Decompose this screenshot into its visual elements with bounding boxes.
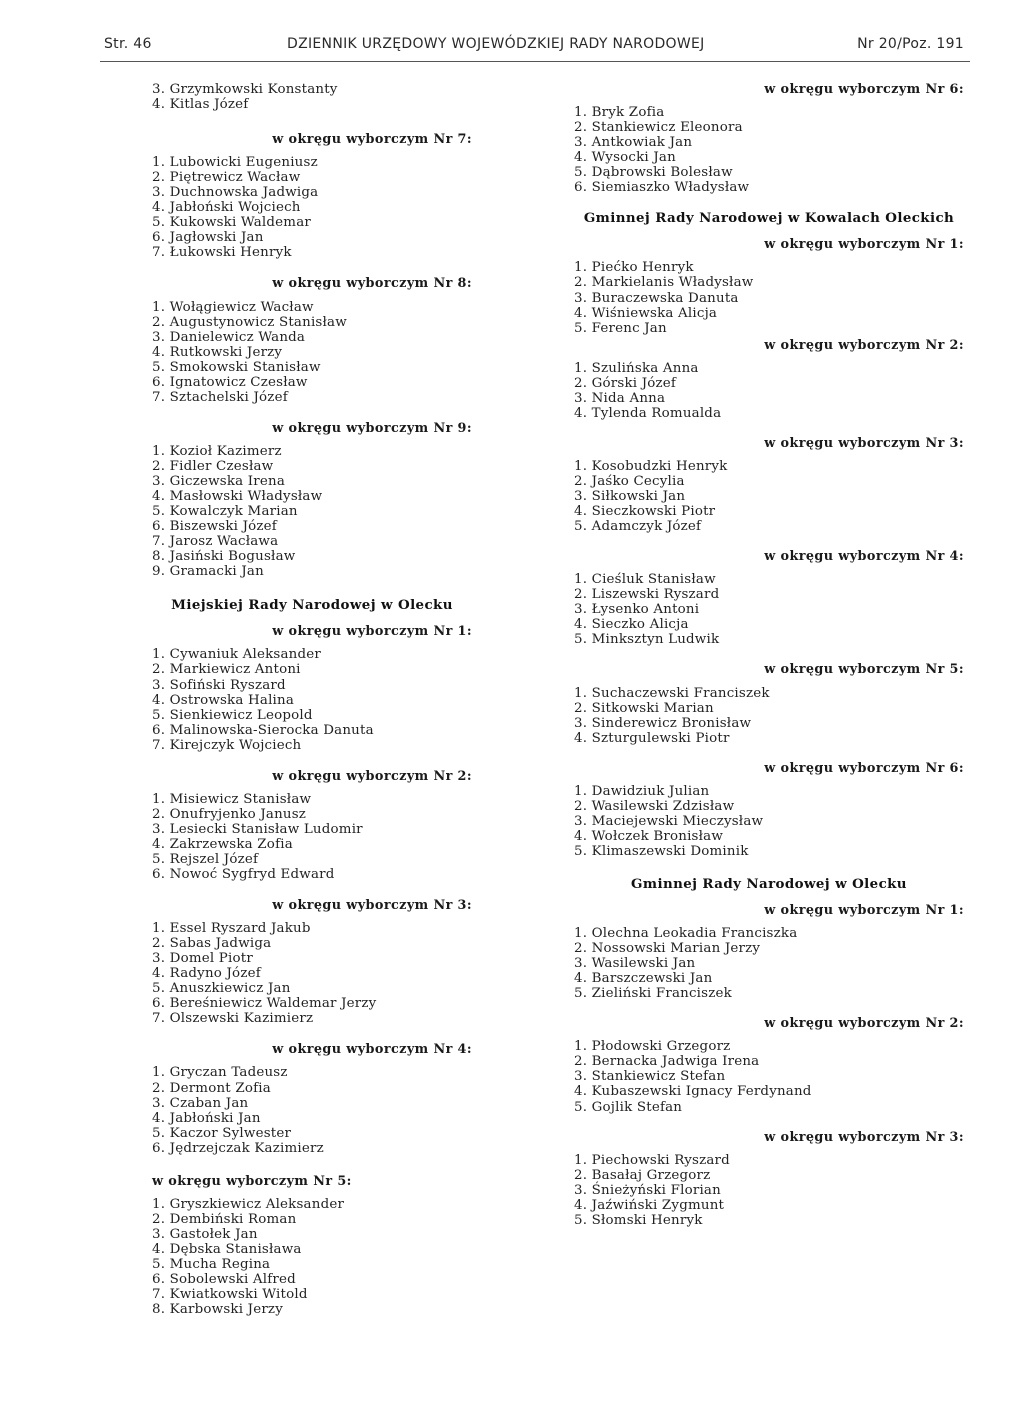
candidate-item: 4. Dębska Stanisława [152,1241,302,1257]
candidate-item: 5. Klimaszewski Dominik [574,843,749,859]
candidate-item: 1. Suchaczewski Franciszek [574,685,770,701]
right-column [574,82,964,1228]
candidate-item: 5. Dąbrowski Bolesław [574,165,733,181]
candidate-item: 7. Sztachelski Józef [152,389,288,405]
candidate-item: 5. Gojlik Stefan [574,1099,683,1115]
candidate-item: 3. Łysenko Antoni [574,602,700,618]
candidate-item: 1. Misiewicz Stanisław [152,791,312,807]
candidate-item: 6. Siemiaszko Władysław [574,180,750,196]
candidate-item: 3. Danielewicz Wanda [152,329,306,345]
candidate-item: 1. Cywaniuk Aleksander [152,647,321,663]
candidate-item: 3. Stankiewicz Stefan [574,1069,726,1085]
candidate-item: 5. Ferenc Jan [574,320,667,336]
candidate-item: 4. Tylenda Romualda [574,405,722,421]
candidate-item: 5. Sienkiewicz Leopold [152,707,313,723]
candidate-item: 4. Zakrzewska Zofia [152,836,293,852]
candidate-item: 4. Jaźwiński Zygmunt [574,1197,725,1213]
candidate-item: 3. Czaban Jan [152,1095,249,1111]
candidate-item: 3. Siłkowski Jan [574,489,686,505]
candidate-item: 6. Biszewski Józef [152,519,277,535]
district-heading: w okręgu wyborczym Nr 9: [272,420,472,436]
candidate-item: 3. Domel Piotr [152,951,253,967]
candidate-item: 6. Jagłowski Jan [152,230,264,246]
candidate-item: 3. Nida Anna [574,390,666,406]
candidate-item: 1. Bryk Zofia [574,105,665,121]
candidate-item: 5. Słomski Henryk [574,1212,703,1228]
district-heading: w okręgu wyborczym Nr 7: [272,132,472,148]
candidate-item: 5. Mucha Regina [152,1257,271,1272]
candidate-item: 1. Szulińska Anna [574,360,699,376]
candidate-item: 3. Lesiecki Stanisław Ludomir [152,821,363,837]
candidate-item: 3. Śnieżyński Florian [574,1182,721,1198]
candidate-item: 2. Bernacka Jadwiga Irena [574,1054,760,1070]
candidate-item: 1. Dawidziuk Julian [574,783,710,799]
district-heading: w okręgu wyborczym Nr 2: [764,1016,964,1032]
district-heading: w okręgu wyborczym Nr 4: [272,1042,472,1058]
journal-title: DZIENNIK URZĘDOWY WOJEWÓDZKIEJ RADY NARODOWEJ [287,36,705,52]
candidate-item: 2. Dembiński Roman [152,1211,297,1227]
candidate-item: 3. Wasilewski Jan [574,956,696,972]
candidate-item: 5. Smokowski Stanisław [152,359,321,375]
candidate-item: 8. Karbowski Jerzy [152,1302,283,1318]
candidate-item: 5. Minksztyn Ludwik [574,632,720,648]
candidate-item: 7. Łukowski Henryk [152,245,292,261]
candidate-item: 6. Ignatowicz Czesław [152,374,308,390]
page-number: Str. 46 [104,36,152,52]
district-heading: w okręgu wyborczym Nr 3: [272,898,472,914]
district-heading: w okręgu wyborczym Nr 8: [272,276,472,292]
candidate-item: 4. Kubaszewski Ignacy Ferdynand [574,1084,812,1100]
candidate-item: 5. Zieliński Franciszek [574,986,732,1002]
district-heading: w okręgu wyborczym Nr 1: [764,903,964,919]
candidate-item: 2. Sitkowski Marian [574,700,714,716]
district-heading: w okręgu wyborczym Nr 6: [764,82,964,97]
candidate-item: 1. Lubowicki Eugeniusz [152,155,318,171]
district-heading: w okręgu wyborczym Nr 3: [764,1129,964,1145]
candidate-item: 1. Cieśluk Stanisław [574,572,716,588]
candidate-item: 6. Jędrzejczak Kazimierz [152,1140,324,1156]
district-heading: w okręgu wyborczym Nr 1: [764,237,964,253]
candidate-item: 3. Gastołek Jan [152,1226,258,1242]
candidate-item: 5. Anuszkiewicz Jan [152,981,291,997]
candidate-item: 7. Olszewski Kazimierz [152,1011,314,1027]
candidate-item: 5. Rejszel Józef [152,851,259,867]
candidate-item: 2. Liszewski Ryszard [574,587,720,603]
candidate-item: 2. Piętrewicz Wacław [152,170,301,186]
candidate-item: 3. Maciejewski Mieczysław [574,813,764,829]
candidate-item: 2. Jaśko Cecylia [574,473,685,489]
candidate-item: 3. Giczewska Irena [152,473,286,489]
candidate-item: 4. Barszczewski Jan [574,971,713,987]
candidate-item: 1. Essel Ryszard Jakub [152,921,311,937]
candidate-item: 6. Malinowska-Sierocka Danuta [152,722,374,738]
candidate-item: 2. Markielanis Władysław [574,275,754,291]
candidate-item: 4. Masłowski Władysław [152,489,323,505]
candidate-item: 3. Sinderewicz Bronisław [574,715,752,731]
candidate-item: 1. Gryszkiewicz Aleksander [152,1196,345,1212]
candidate-item: 2. Onufryjenko Janusz [152,806,307,822]
candidate-item: 2. Sabas Jadwiga [152,936,272,952]
candidate-item: 3. Sofiński Ryszard [152,677,286,693]
candidate-item: 2. Górski Józef [574,375,677,391]
candidate-item: 6. Sobolewski Alfred [152,1272,296,1288]
candidate-item: 5. Kukowski Waldemar [152,215,311,231]
council-heading: Gminnej Rady Narodowej w Kowalach Oleckich [583,210,955,227]
candidate-item: 1. Olechna Leokadia Franciszka [574,926,798,942]
district-heading: w okręgu wyborczym Nr 3: [764,435,964,451]
council-heading: Gminnej Rady Narodowej w Olecku [631,875,907,892]
candidate-item: 4. Jabłoński Jan [152,1110,261,1126]
candidate-item: 1. Piechowski Ryszard [574,1152,730,1168]
candidate-item: 5. Kowalczyk Marian [152,504,298,520]
candidate-item: 2. Basałaj Grzegorz [574,1167,711,1183]
candidate-item: 2. Wasilewski Zdzisław [574,798,735,814]
candidate-item: 8. Jasiński Bogusław [152,549,296,565]
candidate-item: 4. Ostrowska Halina [152,692,295,708]
candidate-item: 1. Wołągiewicz Wacław [152,299,314,315]
candidate-item: 3. Antkowiak Jan [574,135,693,151]
candidate-item: 6. Bereśniewicz Waldemar Jerzy [152,996,377,1012]
candidate-item: 5. Adamczyk Józef [574,519,702,535]
candidate-item: 9. Gramacki Jan [152,564,264,580]
district-heading: w okręgu wyborczym Nr 5: [764,662,964,678]
list-item: 4. Kitlas Józef [152,97,249,113]
header-rule [100,61,970,62]
district-heading: w okręgu wyborczym Nr 5: [152,1173,352,1189]
candidate-item: 4. Wołczek Bronisław [574,828,724,844]
candidate-item: 4. Sieczko Alicja [574,617,689,633]
candidate-item: 4. Jabłoński Wojciech [152,200,301,216]
candidate-item: 5. Kaczor Sylwester [152,1125,292,1141]
candidate-item: 1. Gryczan Tadeusz [152,1065,288,1081]
left-column [152,82,472,1317]
candidate-item: 3. Duchnowska Jadwiga [152,185,319,201]
candidate-item: 2. Markiewicz Antoni [152,662,301,678]
district-heading: w okręgu wyborczym Nr 2: [272,768,472,784]
list-item: 3. Grzymkowski Konstanty [152,82,338,97]
candidate-item: 1. Kozioł Kazimerz [152,443,282,459]
district-heading: w okręgu wyborczym Nr 1: [272,624,472,640]
candidate-item: 7. Jarosz Wacława [152,534,279,550]
candidate-item: 7. Kirejczyk Wojciech [152,737,302,753]
candidate-item: 4. Radyno Józef [152,966,261,982]
candidate-item: 1. Piećko Henryk [574,260,694,276]
district-heading: w okręgu wyborczym Nr 4: [764,549,964,565]
candidate-item: 1. Kosobudzki Henryk [574,458,728,474]
issue-number: Nr 20/Poz. 191 [857,36,964,52]
candidate-item: 4. Rutkowski Jerzy [152,344,283,360]
candidate-item: 1. Płodowski Grzegorz [574,1039,731,1055]
candidate-item: 2. Stankiewicz Eleonora [574,120,743,136]
council-heading: Miejskiej Rady Narodowej w Olecku [171,597,453,614]
candidate-item: 2. Dermont Zofia [152,1080,271,1096]
candidate-item: 3. Buraczewska Danuta [574,290,739,306]
candidate-item: 2. Fidler Czesław [152,458,274,474]
candidate-item: 2. Augustynowicz Stanisław [152,314,347,330]
candidate-item: 4. Wiśniewska Alicja [574,305,718,321]
district-heading: w okręgu wyborczym Nr 2: [764,337,964,353]
candidate-item: 4. Szturgulewski Piotr [574,730,730,746]
candidate-item: 6. Nowoć Sygfryd Edward [152,867,335,883]
candidate-item: 2. Nossowski Marian Jerzy [574,941,761,957]
candidate-item: 7. Kwiatkowski Witold [152,1287,308,1303]
candidate-item: 4. Sieczkowski Piotr [574,504,716,520]
district-heading: w okręgu wyborczym Nr 6: [764,760,964,776]
candidate-item: 4. Wysocki Jan [574,150,676,166]
